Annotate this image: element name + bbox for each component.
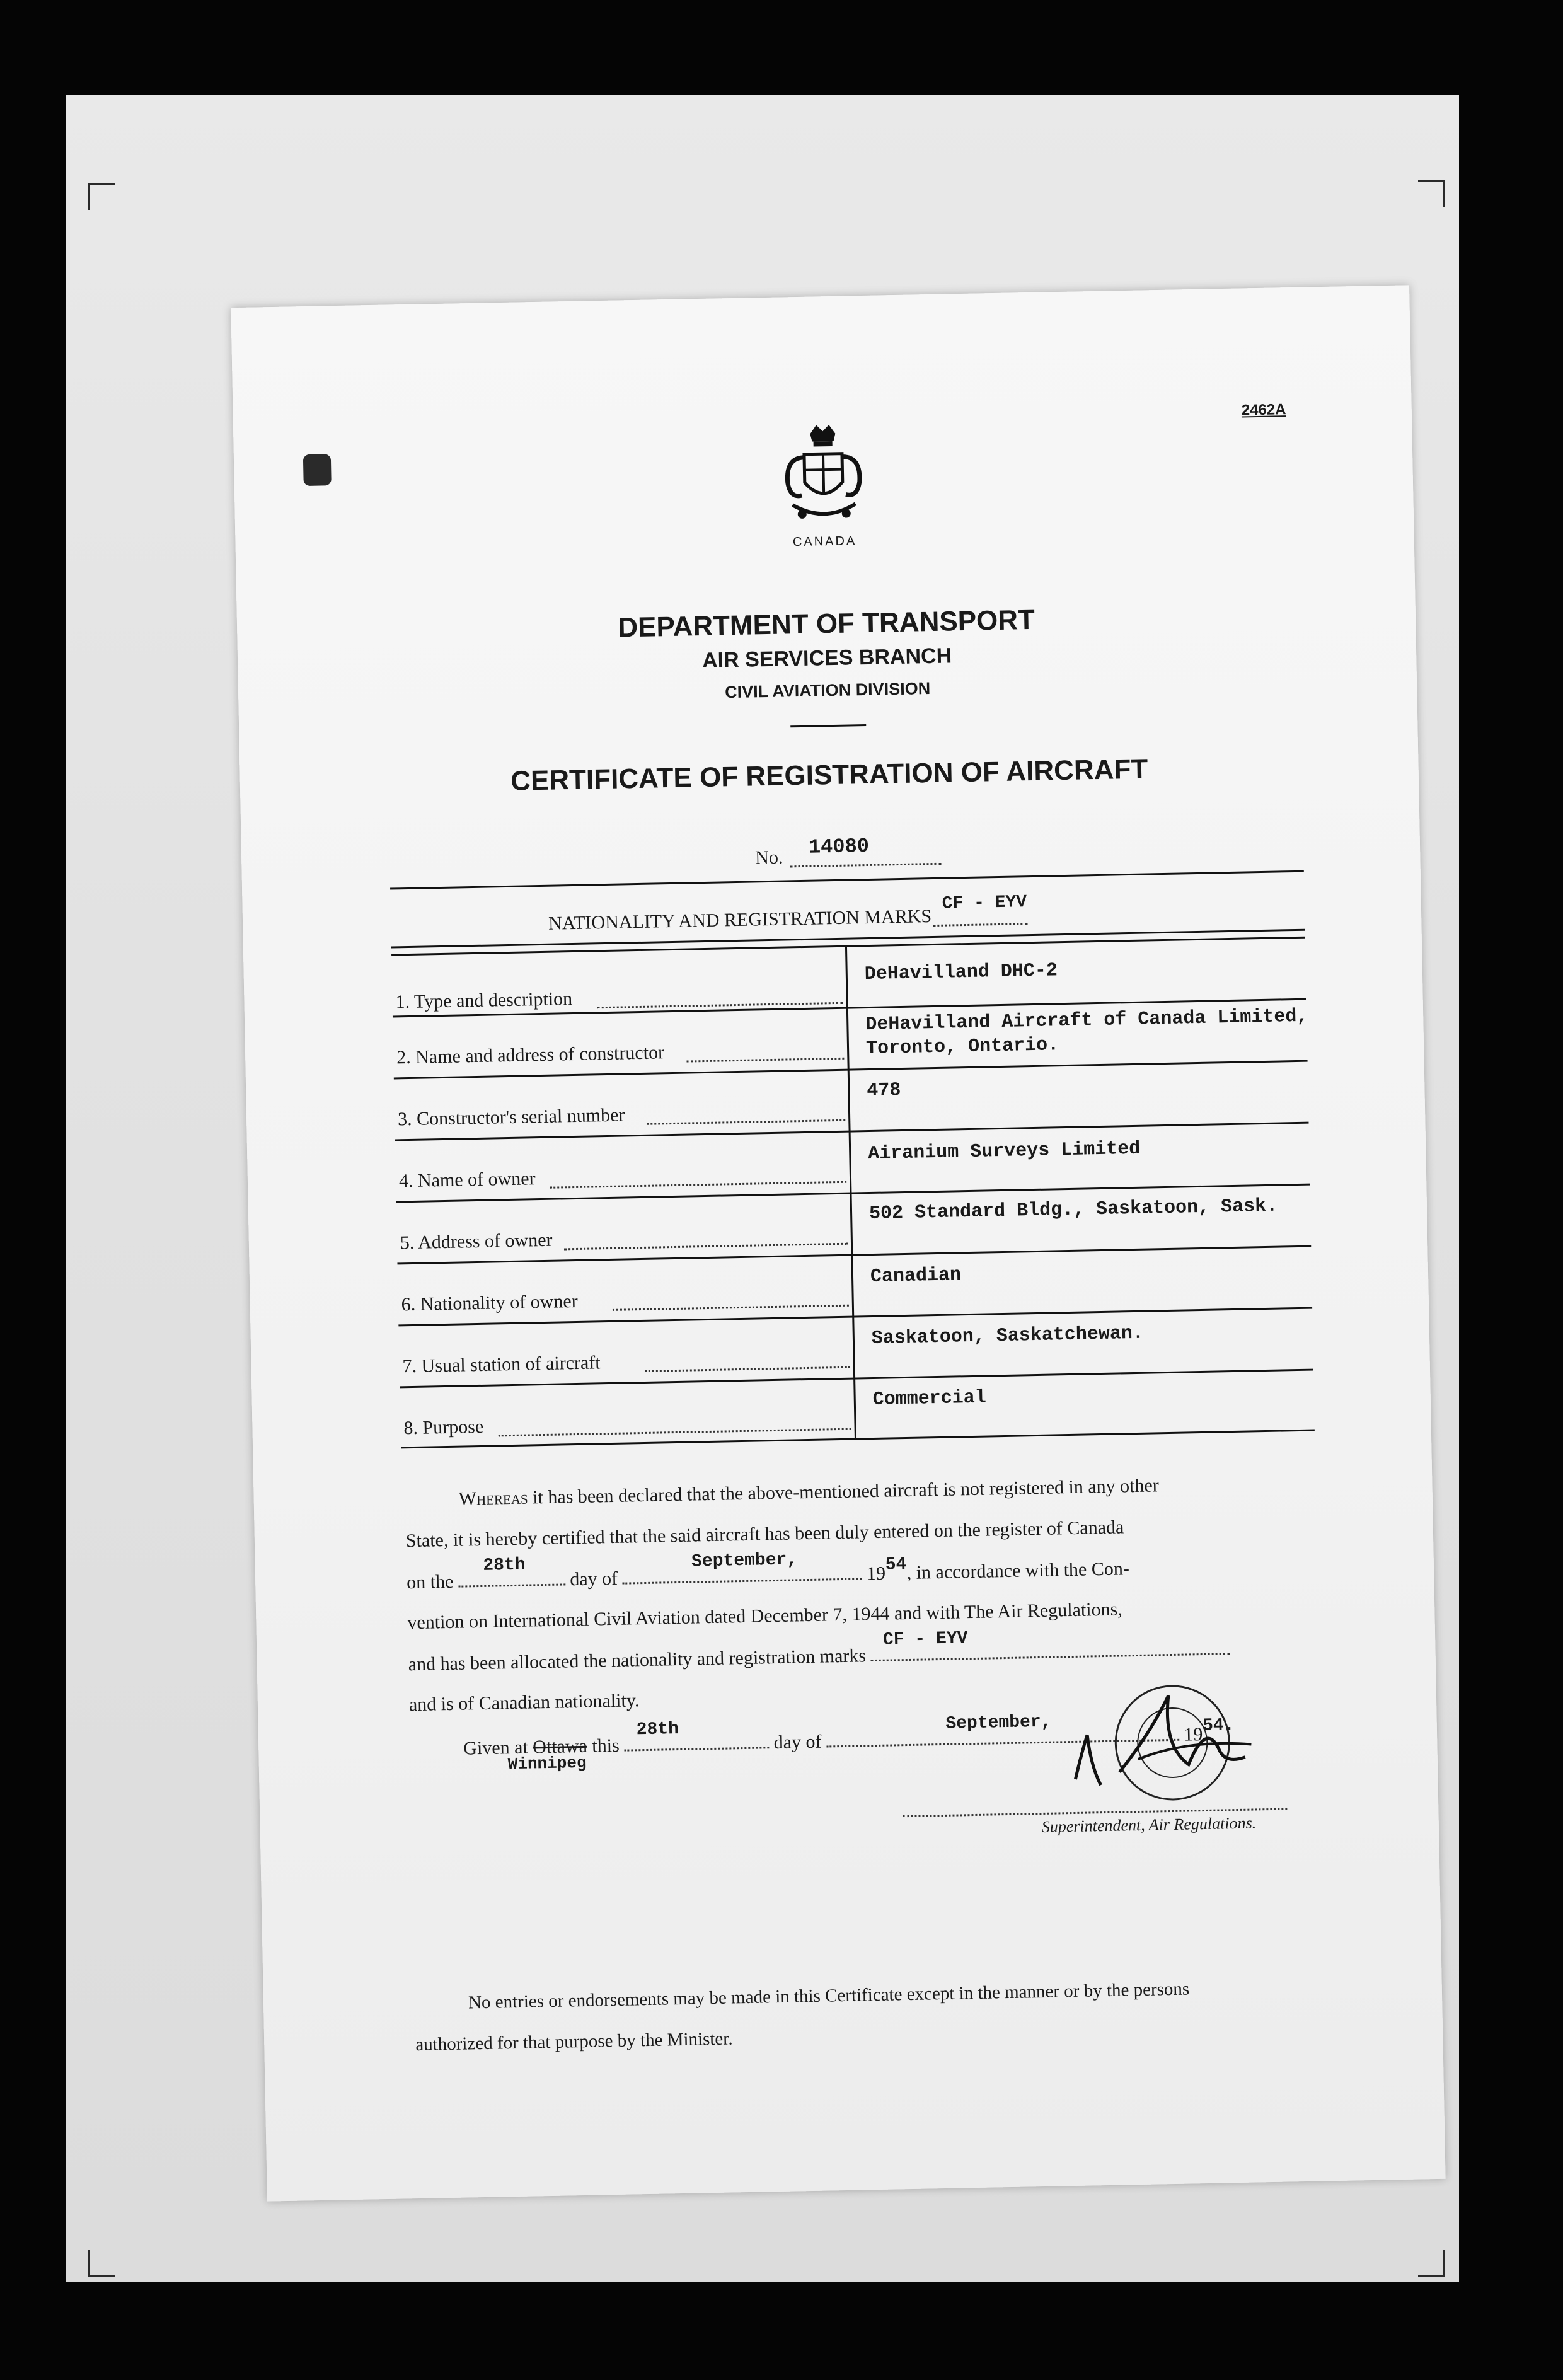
field-value-purpose: Commercial xyxy=(872,1387,987,1411)
body-line-6: and is of Canadian nationality. xyxy=(408,1690,640,1716)
crop-mark-top-right xyxy=(1418,180,1445,207)
field-value-type: DeHavilland DHC-2 xyxy=(864,960,1058,986)
branch-title: AIR SERVICES BRANCH xyxy=(701,644,952,673)
given-day-value: 28th xyxy=(636,1719,679,1740)
certificate-no-line xyxy=(790,863,941,868)
field-dots-constructor xyxy=(686,1058,844,1063)
given-day-blank xyxy=(624,1719,769,1751)
body-year-prefix: 19 xyxy=(866,1563,886,1585)
field-label-owner-address: 5. Address of owner xyxy=(400,1229,553,1254)
top-rule xyxy=(390,870,1304,890)
certificate-no-value: 14080 xyxy=(808,834,870,859)
day-blank xyxy=(458,1555,565,1587)
division-title: CIVIL AVIATION DIVISION xyxy=(724,679,931,702)
form-number: 2462A xyxy=(1241,401,1286,419)
body-year-suffix: 54 xyxy=(885,1555,907,1575)
crop-mark-bottom-left xyxy=(88,2250,115,2277)
nationality-marks-value: CF - EYV xyxy=(942,893,1027,914)
punch-hole xyxy=(303,454,332,486)
body-month-value: September, xyxy=(691,1550,798,1572)
certificate-no-label: No. xyxy=(754,846,783,869)
body-line-3-end: , in accordance with the Con- xyxy=(906,1558,1130,1584)
given-place-struck: Ottawa xyxy=(532,1735,588,1758)
field-value-station: Saskatoon, Saskatchewan. xyxy=(871,1322,1145,1350)
field-dots-serial xyxy=(647,1119,845,1125)
certificate-document xyxy=(231,285,1445,2201)
body-line-1 xyxy=(458,1475,1159,1510)
body-day-of: day of xyxy=(569,1568,618,1590)
field-label-owner-name: 4. Name of owner xyxy=(398,1168,536,1192)
table-bottom-rule xyxy=(401,1430,1315,1449)
field-dots-purpose xyxy=(499,1428,851,1437)
field-label-constructor: 2. Name and address of constructor xyxy=(396,1042,665,1068)
field-value-nationality: Canadian xyxy=(870,1264,962,1288)
nationality-marks-line xyxy=(933,923,1027,927)
field-dots-station xyxy=(645,1366,850,1372)
field-label-serial: 3. Constructor's serial number xyxy=(397,1104,625,1130)
field-value-constructor-line2: Toronto, Ontario. xyxy=(865,1034,1059,1060)
certificate-title: CERTIFICATE OF REGISTRATION OF AIRCRAFT xyxy=(510,753,1148,797)
given-place-typed: Winnipeg xyxy=(507,1753,587,1774)
given-month-value: September, xyxy=(945,1712,1052,1734)
body-marks-value: CF - EYV xyxy=(882,1629,968,1650)
field-label-nationality: 6. Nationality of owner xyxy=(401,1290,578,1315)
field-dots-owner-address xyxy=(564,1243,848,1251)
body-on-the: on the xyxy=(406,1571,454,1593)
body-line-2: State, it is hereby certified that the said aircraft has been duly entered on the register of Canada xyxy=(405,1516,1124,1552)
given-prefix: Given at xyxy=(463,1736,529,1759)
field-value-owner-address: 502 Standard Bldg., Saskatoon, Sask. xyxy=(868,1195,1278,1225)
body-line-3 xyxy=(406,1550,1130,1594)
body-line-5-text: and has been allocated the nationality and registration marks xyxy=(408,1645,867,1675)
field-label-type: 1. Type and description xyxy=(395,988,573,1013)
coat-of-arms-caption: CANADA xyxy=(792,534,857,550)
field-dots-nationality xyxy=(613,1305,849,1311)
coat-of-arms-icon xyxy=(775,422,872,531)
field-label-station: 7. Usual station of aircraft xyxy=(402,1352,601,1377)
signature-title: Superintendent, Air Regulations. xyxy=(1041,1813,1257,1836)
field-label-purpose: 8. Purpose xyxy=(403,1416,484,1439)
body-line-1-text: it has been declared that the above-mentioned aircraft is not registered in any other xyxy=(532,1475,1160,1508)
field-value-owner-name: Airanium Surveys Limited xyxy=(867,1138,1141,1165)
footer-line-1: No entries or endorsements may be made in this Certificate except in the manner or by the persons xyxy=(468,1979,1190,2013)
field-dots-owner-name xyxy=(550,1181,846,1189)
month-blank xyxy=(622,1550,862,1584)
nationality-marks-label: NATIONALITY AND REGISTRATION MARKS xyxy=(548,906,932,934)
given-day-of: day of xyxy=(773,1731,822,1753)
field-value-serial: 478 xyxy=(867,1080,901,1102)
crop-mark-top-left xyxy=(88,183,115,210)
official-stamp-and-signature xyxy=(1061,1656,1278,1817)
body-line-4: vention on International Civil Aviation dated December 7, 1944 and with The Air Regulations, xyxy=(407,1598,1123,1634)
heading-divider xyxy=(790,724,866,727)
department-title: DEPARTMENT OF TRANSPORT xyxy=(617,604,1035,644)
given-this: this xyxy=(592,1735,620,1757)
crop-mark-bottom-right xyxy=(1418,2250,1445,2277)
given-place xyxy=(507,1735,588,1774)
given-year-suffix: 54. xyxy=(1202,1716,1235,1736)
given-year-prefix: 19 xyxy=(1184,1724,1203,1745)
field-value-constructor: DeHavilland Aircraft of Canada Limited, xyxy=(865,1005,1308,1036)
body-day-value: 28th xyxy=(483,1555,526,1576)
whereas-word: Whereas xyxy=(458,1487,528,1510)
footer-line-2: authorized for that purpose by the Minister. xyxy=(415,2028,733,2055)
